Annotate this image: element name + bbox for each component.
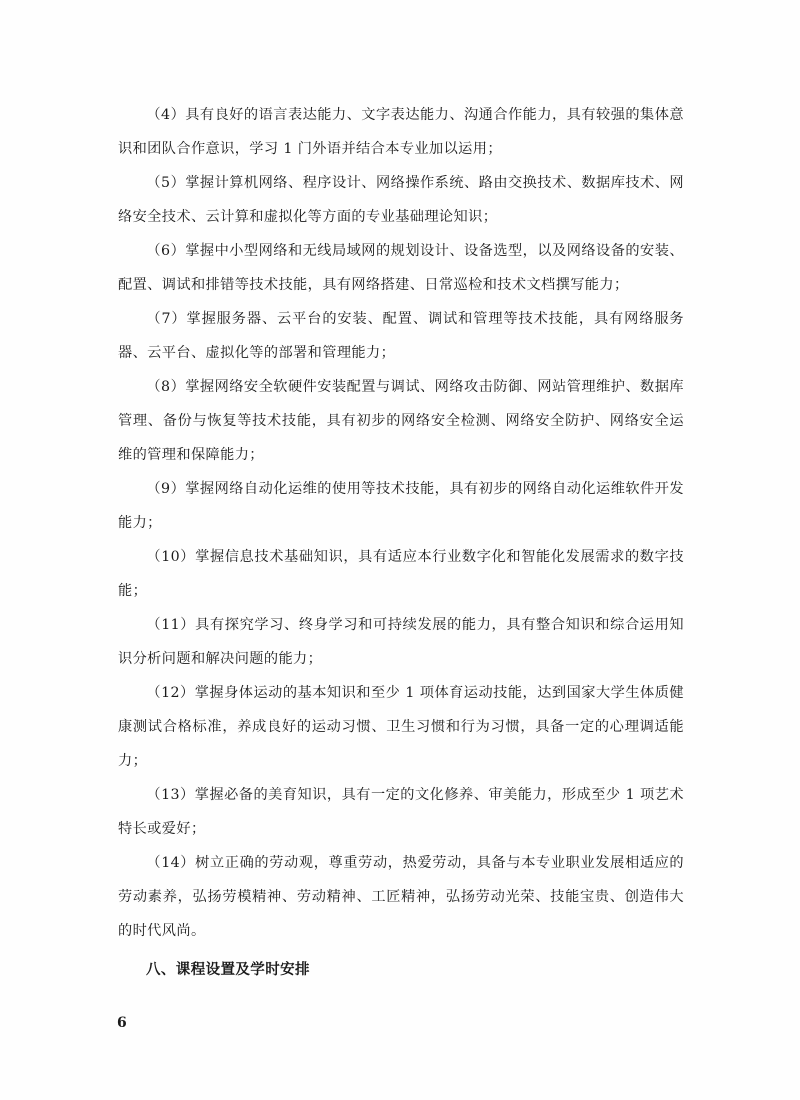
requirement-item-5: （5）掌握计算机网络、程序设计、网络操作系统、路由交换技术、数据库技术、网络安全技术、云计算和虚拟化等方面的专业基础理论知识； (118, 175, 684, 225)
requirement-item-12: （12）掌握身体运动的基本知识和至少 1 项体育运动技能，达到国家大学生体质健康测试合格标准，养成良好的运动习惯、卫生习惯和行为习惯，具备一定的心理调适能力； (118, 685, 684, 769)
requirement-item-11: （11）具有探究学习、终身学习和可持续发展的能力，具有整合知识和综合运用知识分析问题和解决问题的能力； (118, 617, 684, 667)
section-heading: 八、课程设置及学时安排 (146, 962, 310, 978)
requirement-item-8: （8）掌握网络安全软硬件安装配置与调试、网络攻击防御、网站管理维护、数据库管理、备份与恢复等技术技能，具有初步的网络安全检测、网络安全防护、网络安全运维的管理和保障能力； (118, 379, 684, 463)
requirement-item-10: （10）掌握信息技术基础知识，具有适应本行业数字化和智能化发展需求的数字技能； (118, 549, 684, 599)
requirements-list (118, 98, 684, 948)
requirement-item-9: （9）掌握网络自动化运维的使用等技术技能，具有初步的网络自动化运维软件开发能力； (118, 481, 684, 531)
requirement-item-7: （7）掌握服务器、云平台的安装、配置、调试和管理等技术技能，具有网络服务器、云平台、虚拟化等的部署和管理能力； (118, 311, 684, 361)
page-number: 6 (117, 1015, 127, 1031)
requirement-item-14: （14）树立正确的劳动观，尊重劳动，热爱劳动，具备与本专业职业发展相适应的劳动素养，弘扬劳模精神、劳动精神、工匠精神，弘扬劳动光荣、技能宝贵、创造伟大的时代风尚。 (118, 855, 684, 939)
requirement-item-13: （13）掌握必备的美育知识，具有一定的文化修养、审美能力，形成至少 1 项艺术特长或爱好； (118, 787, 684, 837)
requirement-item-4: （4）具有良好的语言表达能力、文字表达能力、沟通合作能力，具有较强的集体意识和团队合作意识，学习 1 门外语并结合本专业加以运用； (118, 107, 684, 157)
requirement-item-6: （6）掌握中小型网络和无线局域网的规划设计、设备选型，以及网络设备的安装、配置、调试和排错等技术技能，具有网络搭建、日常巡检和技术文档撰写能力； (118, 243, 684, 293)
